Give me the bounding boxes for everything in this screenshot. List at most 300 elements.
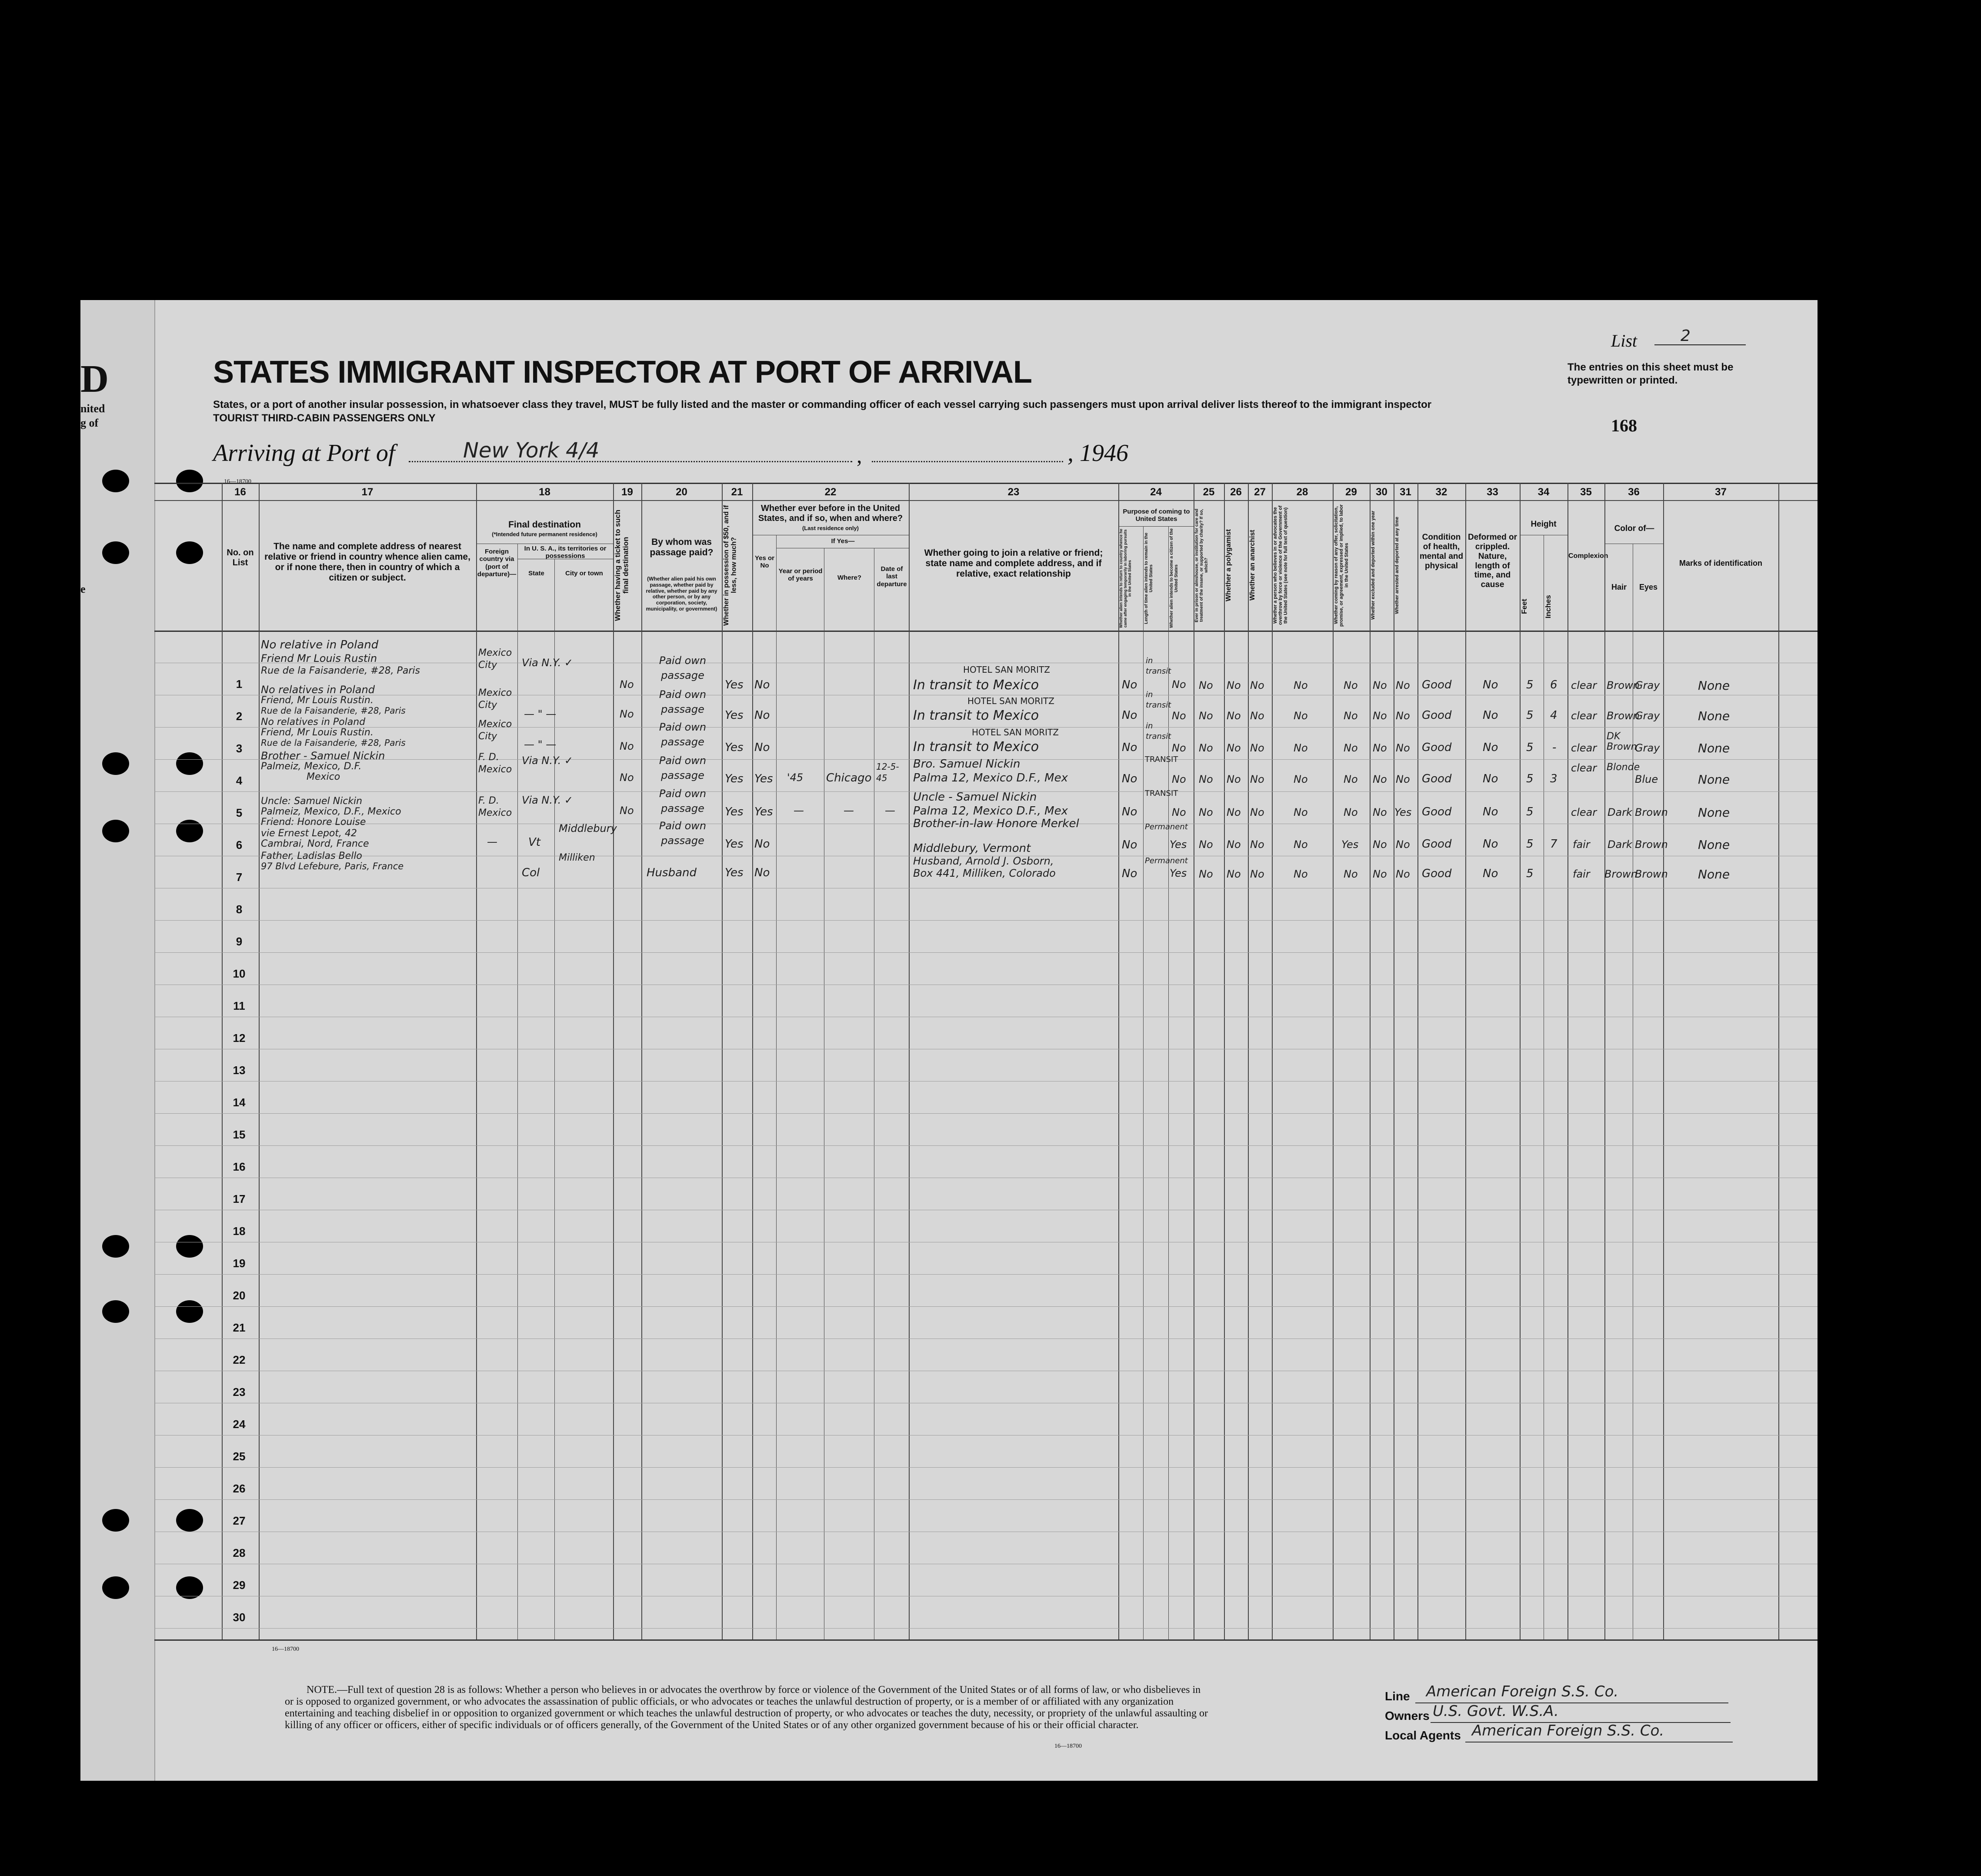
question-28-note: NOTE.—Full text of question 28 is as follows: Whether a person who believes in or advocates the overthrow by force or violence of the Government of the United States or of all forms of law, or who disbelieves in or is opposed to organized government, or who advocates the assassination of public officials, or who advocates or teaches the unlawful destruction of property, or is a member of or affiliated with any organization entertaining and teaching disbelief in or opposition to organized government or which teaches the unlawful destruction of property, or who advocates or teaches the duty, necessity, or propriety of the unlawful assaulting or killing of any officer or officers, either of specific individuals or of officers generally, of the Government of the United States or of any other organized government because of his or their official character. bbox=[285, 1684, 1208, 1731]
header-purpose-citizen: Whether alien intends to become a citizen of the United States bbox=[1169, 528, 1179, 628]
relative-line: Father, Ladislas Bello bbox=[261, 851, 362, 861]
hotel: HOTEL SAN MORITZ bbox=[963, 664, 1050, 675]
ever-before: No bbox=[754, 838, 770, 851]
owners-label: Owners bbox=[1385, 1709, 1430, 1722]
header-where: Where? bbox=[837, 574, 861, 581]
height-inches: 4 bbox=[1550, 709, 1557, 722]
header-deformed: Deformed or crippled. Nature, length of time, and cause bbox=[1468, 533, 1517, 590]
row-number: 5 bbox=[236, 806, 243, 819]
complexion: clear bbox=[1571, 806, 1597, 818]
ever-before: No bbox=[754, 709, 770, 722]
q25: No bbox=[1199, 806, 1213, 818]
health: Good bbox=[1422, 838, 1452, 851]
header-city: City or town bbox=[565, 570, 603, 577]
row-number: 16 bbox=[233, 1160, 246, 1173]
height-feet: 5 bbox=[1526, 741, 1534, 754]
column-number: 17 bbox=[361, 486, 374, 498]
ticket: No bbox=[620, 740, 634, 752]
going-to-join: Palma 12, Mexico D.F., Mex bbox=[913, 804, 1068, 818]
header-passage-paid-note: (Whether alien paid his own passage, whether paid by relative, whether paid by any other person, or by any corporation, society, municipality, or government) bbox=[646, 576, 717, 612]
arriving-label: Arriving at Port of bbox=[213, 440, 395, 467]
date-of-departure: 12-5-45 bbox=[876, 761, 899, 783]
row-number: 19 bbox=[233, 1257, 246, 1270]
purpose-return: No bbox=[1122, 709, 1137, 722]
relative-line: vie Ernest Lepot, 42 bbox=[261, 828, 357, 839]
header-offer-labor: Whether coming by reason of any offer, solicitation, promise, or agreement, expressed or implied, to labor in the United States bbox=[1334, 504, 1350, 627]
header-no-on-list: No. on List bbox=[227, 548, 254, 567]
purpose-return: No bbox=[1122, 741, 1137, 754]
header-final-destination: Final destination bbox=[508, 520, 581, 530]
ticket: No bbox=[620, 771, 634, 784]
header-yes-no: Yes or No bbox=[754, 554, 775, 570]
relative-line: Palmeiz, Mexico, D.F., Mexico bbox=[261, 806, 401, 817]
q27: No bbox=[1250, 679, 1264, 691]
purpose-return: No bbox=[1122, 838, 1137, 851]
ever-before: Yes bbox=[754, 772, 773, 785]
height-feet: 5 bbox=[1526, 709, 1534, 722]
deformed: No bbox=[1483, 838, 1498, 851]
row-number: 12 bbox=[233, 1031, 246, 1045]
column-number: 31 bbox=[1400, 486, 1411, 498]
q29: Yes bbox=[1341, 838, 1359, 851]
q30: No bbox=[1373, 710, 1387, 722]
year: '45 bbox=[787, 771, 804, 784]
header-height: Height bbox=[1531, 520, 1557, 529]
header-inches: Inches bbox=[1544, 595, 1552, 618]
header-ever-before-note: (Last residence only) bbox=[802, 525, 859, 531]
header-color: Color of— bbox=[1614, 524, 1654, 533]
header-purpose-length: Length of time alien intends to remain in the United States bbox=[1144, 533, 1154, 624]
ever-before: No bbox=[754, 866, 770, 879]
q26: No bbox=[1227, 742, 1241, 754]
relative-line: Friend: Honore Louise bbox=[261, 817, 366, 828]
list-label: List bbox=[1611, 331, 1637, 350]
edge-letter: D bbox=[80, 357, 109, 401]
usa-state: Via N.Y. ✓ bbox=[522, 794, 573, 806]
instructions: States, or a port of another insular possession, in whatsoever class they travel, MUST be fully listed and the master or commanding officer of each vessel carrying such passengers must upon arrival deliver lists thereof to the immigrant inspector bbox=[213, 399, 1432, 411]
q29: No bbox=[1344, 868, 1358, 880]
header-ever-before: Whether ever before in the United States, and if so, when and where? bbox=[758, 504, 903, 523]
q29: No bbox=[1344, 742, 1358, 754]
going-to-join: Box 441, Milliken, Colorado bbox=[913, 867, 1056, 879]
line-label: Line bbox=[1385, 1689, 1410, 1703]
column-number: 28 bbox=[1296, 486, 1308, 498]
relative-line: No relatives in Poland bbox=[261, 717, 366, 728]
deformed: No bbox=[1483, 709, 1498, 722]
height-feet: 5 bbox=[1526, 805, 1534, 818]
complexion: clear bbox=[1571, 742, 1597, 754]
relative-line: Friend Mr Louis Rustin bbox=[261, 652, 377, 664]
q27: No bbox=[1250, 806, 1264, 818]
purpose-return: No bbox=[1122, 678, 1137, 691]
complexion: clear bbox=[1571, 710, 1597, 722]
q28: No bbox=[1294, 710, 1308, 722]
q28: No bbox=[1294, 742, 1308, 754]
ticket: No bbox=[620, 678, 634, 691]
foreign-country: — bbox=[487, 836, 497, 848]
ticket: No bbox=[620, 804, 634, 817]
header-excluded: Whether excluded and deported within one year bbox=[1371, 511, 1376, 620]
complexion: fair bbox=[1573, 838, 1590, 851]
header-complexion: Complexion bbox=[1568, 552, 1608, 560]
column-number: 20 bbox=[676, 486, 687, 498]
passage-paid: Paid own passage bbox=[659, 820, 707, 847]
row-number: 13 bbox=[233, 1064, 246, 1077]
column-number: 25 bbox=[1203, 486, 1215, 498]
purpose-citizen: No bbox=[1172, 678, 1186, 691]
column-number: 16 bbox=[234, 486, 246, 498]
going-to-join-name: Bro. Samuel Nickin bbox=[913, 758, 1021, 771]
usa-state: Col bbox=[522, 866, 540, 879]
header-foreign-country: Foreign country via (port of departure)— bbox=[477, 548, 517, 578]
height-feet: 5 bbox=[1526, 678, 1534, 691]
local-agents-value: American Foreign S.S. Co. bbox=[1472, 1722, 1664, 1739]
height-feet: 5 bbox=[1526, 772, 1534, 785]
marks: None bbox=[1698, 805, 1730, 820]
money: Yes bbox=[725, 838, 744, 851]
q29: No bbox=[1344, 773, 1358, 785]
q26: No bbox=[1227, 773, 1241, 785]
header-prison: Ever in prison or almshouse, or institution for care and treatment of the insane, or supported by charity? If so, which? bbox=[1194, 508, 1209, 622]
foreign-country: Mexico City bbox=[478, 648, 512, 671]
deformed: No bbox=[1483, 678, 1498, 691]
eye-color: Brown bbox=[1635, 868, 1668, 880]
relative-line: Mexico bbox=[307, 771, 340, 782]
hair-color: Dark bbox=[1607, 806, 1632, 818]
relative-line: Uncle: Samuel Nickin bbox=[261, 796, 363, 807]
hotel: HOTEL SAN MORITZ bbox=[972, 727, 1059, 738]
money: Yes bbox=[725, 772, 744, 785]
q25: No bbox=[1199, 710, 1213, 722]
purpose-length: in transit bbox=[1146, 721, 1171, 741]
row-number: 21 bbox=[233, 1321, 246, 1334]
ever-before: Yes bbox=[754, 805, 773, 818]
hotel: HOTEL SAN MORITZ bbox=[967, 696, 1054, 706]
going-to-join-name: Uncle - Samuel Nickin bbox=[913, 791, 1037, 804]
q25: No bbox=[1199, 773, 1213, 785]
q31: No bbox=[1396, 773, 1410, 785]
row-number: 11 bbox=[233, 999, 245, 1012]
health: Good bbox=[1422, 709, 1452, 722]
arriving-year: , 1946 bbox=[1067, 440, 1128, 467]
q27: No bbox=[1250, 773, 1264, 785]
going-to-join: Palma 12, Mexico D.F., Mex bbox=[913, 771, 1068, 784]
passage-paid: Husband bbox=[647, 866, 697, 879]
purpose-citizen: No bbox=[1172, 710, 1186, 722]
owners-value: U.S. Govt. W.S.A. bbox=[1433, 1702, 1559, 1720]
q30: No bbox=[1373, 742, 1387, 754]
row-number: 28 bbox=[233, 1546, 246, 1559]
header-if-yes: If Yes— bbox=[831, 537, 855, 545]
q31: Yes bbox=[1394, 806, 1412, 818]
row-number: 2 bbox=[236, 710, 243, 723]
money: Yes bbox=[725, 678, 744, 691]
q26: No bbox=[1227, 679, 1241, 691]
q31: No bbox=[1396, 838, 1410, 851]
q31: No bbox=[1396, 679, 1410, 691]
arriving-port-value: New York 4/4 bbox=[463, 438, 600, 463]
header-overthrow: Whether a person who believes in or advocates the overthrow by force or violence of the Government of the United States (see note for full text of question) bbox=[1273, 505, 1289, 625]
q30: No bbox=[1373, 868, 1387, 880]
purpose-return: No bbox=[1122, 867, 1137, 880]
header-purpose: Purpose of coming to United States bbox=[1123, 508, 1190, 523]
column-number: 21 bbox=[731, 486, 743, 498]
passage-paid: Paid own passage bbox=[659, 688, 707, 715]
purpose-length: in transit bbox=[1146, 690, 1171, 710]
header-year: Year or period of years bbox=[778, 567, 823, 583]
relative-line: Rue de la Faisanderie, #28, Paris bbox=[261, 738, 406, 748]
hair-color: Blonde bbox=[1607, 762, 1640, 773]
hair-color: Dark bbox=[1607, 838, 1632, 851]
ever-before: No bbox=[754, 741, 770, 754]
row-number: 29 bbox=[233, 1579, 246, 1592]
going-to-join: In transit to Mexico bbox=[913, 739, 1039, 754]
edge-fragment: e bbox=[80, 583, 86, 595]
q26: No bbox=[1227, 806, 1241, 818]
eye-color: Gray bbox=[1635, 742, 1660, 754]
marks: None bbox=[1698, 867, 1730, 881]
row-number: 17 bbox=[233, 1192, 246, 1205]
local-agents-label: Local Agents bbox=[1385, 1729, 1461, 1742]
q31: No bbox=[1396, 742, 1410, 754]
hair-color: Brown bbox=[1607, 679, 1640, 691]
row-number: 23 bbox=[233, 1385, 246, 1399]
foreign-country: F. D. Mexico bbox=[478, 795, 512, 818]
row-number: 7 bbox=[236, 871, 243, 884]
header-eyes: Eyes bbox=[1639, 583, 1658, 591]
header-marks: Marks of identification bbox=[1679, 559, 1763, 567]
purpose-length: Permanent bbox=[1145, 856, 1188, 865]
manifest-sheet: D nited g of e List 2 The entries on this sheet must be typewritten or printed. 168 STATES IMMIGRANT INSPECTOR AT PORT OF ARRIVAL States, or a port of another insular possession, in whatsoever class they travel, MUST be fully listed and the master or commanding officer of each vessel carrying such passengers must upon arrival deliver lists thereof to the immigrant inspector TOURIST THIRD-CABIN PASSENGERS ONLY Arriving at Port of New York 4/4 , , 1946 16—18700 16 17 18 19 20 21 22 23 24 25 26 27 28 29 30 31 32 33 34 35 36 37 No. on List The name and complete address of nearest relative or friend in country whence alien came, or if none there, then in country of which a citizen or subject. Final destination (*Intended future permanent residence) Foreign country via (port of departure)— In U. S. A., its territories or possessions State City or town Whether having a ticket to such final destination By whom was passage paid? (Whether alien paid his own passage, whether paid by relative, whether paid by any other person, or by any corporation, society, municipality, or government) Whether in possession of $50, and if less, how much? Whether ever before in the United States, and if so, when and where? (Last residence only) Yes or No If Yes— Year or period of years Where? Date of last departure Whether going to join a relative or friend; state name and complete address, and if relative, exact relationship Purpose of coming to United States Whether alien intends to return to country whence he came after engaging temporarily in laboring pursuits in the United States Length of time alien intends to remain in the United States Whether alien intends to become a citizen of the United States Ever in prison or almshouse, or institution for care and treatment of the insane, or supported by charity? If so, which? Whether a polygamist Whether an anarchist Whether a person who believes in or advocates the overthrow by force or violence of the Government of the United States (see note for full text of question) Whether coming by reason of any offer, solicitation, promise, or agreement, expressed or implied, to labor in the United States Whether excluded and deported within one year Whether arrested and deported at any time Condition of health, mental and physical Deformed or crippled. Nature, length of time, and cause Height Feet Inches Complexion Color of— Hair Eyes Marks of identification 1 2 3 4 5 6 7 8 9 10 11 12 13 14 15 16 17 18 19 20 21 22 23 24 25 26 27 28 29 30 No relative in Poland Friend Mr Louis Rustin Rue de la Faisanderie, #28, Paris Mexico City Via N.Y. ✓ No Paid own passage Yes No HOTEL SAN MORITZ In transit to Mexico No in transit No No No No No No No No Good No 5 6 clear Brown Gray None No relatives in Poland Friend, Mr Louis Rustin. Rue de la Faisanderie, #28, Paris Mexico City — " — No Paid own passage Yes No HOTEL SAN MORITZ In transit to Mexico No in transit No No No No No No No No Good No 5 4 clear Brown Gray None No relatives in Poland Friend, Mr Louis Rustin. Rue de la Faisanderie, #28, Paris Mexico City — " — No Paid own passage Yes No HOTEL SAN MORITZ In transit to Mexico No in transit No No No No No No No No Good No 5 - clear DK Brown Gray None Brother - Samuel Nickin Palmeiz, Mexico, D.F. Mexico F. D. Mexico Via N.Y. ✓ No Paid own passage Yes Yes '45 Chicago 12-5-45 Bro. Samuel Nickin Palma 12, Mexico D.F., Mex No TRANSIT No No No No No No No No Good No 5 3 clear Blonde Blue None Uncle: Samuel Nickin Palmeiz, Mexico, D.F., Mexico F. D. Mexico Via N.Y. ✓ No Paid own passage Yes Yes — — — Uncle - Samuel Nickin Palma 12, Mexico D.F., Mex No TRANSIT No No No No No No No Yes Good No 5 clear Dark Brown None Friend: Honore Louise vie Ernest Lepot, 42 Cambrai, Nord, France — Vt Middlebury Paid own passage Yes No Brother-in-law Honore Merkel Middlebury, Vermont No Permanent Yes No No No No Yes No No Good No 5 7 fair Dark Brown None Father, Ladislas Bello 97 Blvd Lefebure, Paris, France Col Milliken Husband Yes No Husband, Arnold J. Osborn, Box 441, Milliken, Colorado No Permanent Yes No No No No No No No Good No 5 fair Brown Brown None 16—18700 NOTE.—Full text of question 28 is as follows: Whether a person who believes in or advocates the overthrow by force or violence of the Government of the United States or of all forms of law, or who disbelieves in or is opposed to organized government, or who advocates the assassination of public officials, or who advocates or teaches the unlawful destruction of property, or is a member of or affiliated with any organization entertaining and teaching disbelief in or opposition to organized government or which teaches the unlawful destruction of property, or who advocates or teaches the duty, necessity, or propriety of the unlawful assaulting or killing of any officer or officers, either of specific individuals or of officers generally, of the Government of the United States or of any other organized government because of his or their official character. 16—18700 Line American Foreign S.S. Co. Owners U.S. Govt. W.S.A. Local Agents American Foreign S.S. Co. bbox=[80, 300, 1818, 1781]
usa-state: Vt bbox=[528, 836, 540, 849]
relative-line: 97 Blvd Lefebure, Paris, France bbox=[261, 861, 404, 871]
purpose-length: Permanent bbox=[1145, 822, 1188, 831]
complexion: clear bbox=[1571, 762, 1597, 774]
column-number: 24 bbox=[1150, 486, 1162, 498]
row-number: 20 bbox=[233, 1289, 246, 1302]
header-in-usa: In U. S. A., its territories or possessions bbox=[524, 545, 607, 560]
row-number: 25 bbox=[233, 1450, 246, 1463]
column-number: 27 bbox=[1254, 486, 1266, 498]
row-number: 6 bbox=[236, 838, 243, 851]
date-of-departure: — bbox=[885, 804, 895, 817]
marks: None bbox=[1698, 741, 1730, 755]
purpose-return: No bbox=[1122, 772, 1137, 785]
column-number: 23 bbox=[1007, 486, 1020, 498]
purpose-length: in transit bbox=[1146, 656, 1171, 676]
money: Yes bbox=[725, 805, 744, 818]
row-number: 10 bbox=[233, 967, 246, 980]
header-anarchist: Whether an anarchist bbox=[1249, 530, 1256, 601]
where: — bbox=[844, 804, 854, 817]
column-number: 37 bbox=[1715, 486, 1727, 498]
height-feet: 5 bbox=[1526, 867, 1534, 880]
q25: No bbox=[1199, 868, 1213, 880]
column-number: 34 bbox=[1537, 486, 1550, 498]
page-title: STATES IMMIGRANT INSPECTOR AT PORT OF ARRIVAL bbox=[213, 355, 1032, 390]
purpose-return: No bbox=[1122, 805, 1137, 818]
column-number: 18 bbox=[539, 486, 550, 498]
q25: No bbox=[1199, 742, 1213, 754]
hair-color: DK Brown bbox=[1607, 731, 1637, 752]
purpose-citizen: No bbox=[1172, 742, 1186, 754]
q29: No bbox=[1344, 679, 1358, 691]
marks: None bbox=[1698, 772, 1730, 787]
relative-line: Rue de la Faisanderie, #28, Paris bbox=[261, 665, 420, 676]
passage-paid: Paid own passage bbox=[659, 721, 707, 748]
complexion: fair bbox=[1573, 868, 1590, 880]
header-ticket: Whether having a ticket to such final destination bbox=[614, 510, 630, 621]
column-number: 32 bbox=[1435, 486, 1447, 498]
going-to-join: Middlebury, Vermont bbox=[913, 842, 1031, 855]
header-polygamist: Whether a polygamist bbox=[1225, 529, 1232, 602]
q26: No bbox=[1227, 710, 1241, 722]
marks: None bbox=[1698, 678, 1730, 693]
column-number: 33 bbox=[1487, 486, 1498, 498]
health: Good bbox=[1422, 772, 1452, 785]
q28: No bbox=[1294, 868, 1308, 880]
ever-before: No bbox=[754, 678, 770, 691]
purpose-citizen: Yes bbox=[1170, 838, 1187, 851]
passage-paid: Paid own passage bbox=[659, 788, 707, 814]
relative-line: Rue de la Faisanderie, #28, Paris bbox=[261, 705, 406, 716]
column-number: 35 bbox=[1580, 486, 1592, 498]
health: Good bbox=[1422, 678, 1452, 691]
deformed: No bbox=[1483, 741, 1498, 754]
header-purpose-return: Whether alien intends to return to country whence he came after engaging temporarily in laboring pursuits in the United States bbox=[1119, 528, 1132, 628]
height-inches: 3 bbox=[1550, 772, 1557, 785]
eye-color: Blue bbox=[1635, 773, 1658, 785]
money: Yes bbox=[725, 866, 744, 879]
deformed: No bbox=[1483, 772, 1498, 785]
header-date: Date of last departure bbox=[877, 565, 907, 588]
row-number: 1 bbox=[236, 678, 243, 691]
q28: No bbox=[1294, 773, 1308, 785]
q30: No bbox=[1373, 806, 1387, 818]
row-number: 26 bbox=[233, 1482, 246, 1495]
form-code: 16—18700 bbox=[272, 1646, 299, 1652]
column-number: 26 bbox=[1230, 486, 1242, 498]
year: — bbox=[794, 804, 804, 817]
relative-line: No relatives in Poland bbox=[261, 684, 375, 696]
header-fifty-dollars: Whether in possession of $50, and if less, how much? bbox=[723, 505, 738, 626]
arriving-date-line bbox=[872, 461, 1063, 462]
manifest-table bbox=[80, 483, 1818, 1657]
eye-color: Brown bbox=[1635, 838, 1668, 851]
usa-state: — " — bbox=[524, 738, 557, 751]
q30: No bbox=[1373, 679, 1387, 691]
column-number: 22 bbox=[824, 486, 837, 498]
q27: No bbox=[1250, 868, 1264, 880]
money: Yes bbox=[725, 741, 744, 754]
passage-paid: Paid own passage bbox=[659, 654, 707, 681]
edge-fragment: nited bbox=[80, 402, 105, 415]
q29: No bbox=[1344, 806, 1358, 818]
q26: No bbox=[1227, 868, 1241, 880]
foreign-country: F. D. Mexico bbox=[478, 752, 512, 775]
eye-color: Brown bbox=[1635, 806, 1668, 818]
going-to-join: In transit to Mexico bbox=[913, 678, 1039, 693]
usa-state: Via N.Y. ✓ bbox=[522, 754, 573, 767]
column-number: 30 bbox=[1376, 486, 1387, 498]
header-hair: Hair bbox=[1611, 583, 1627, 591]
usa-state: Via N.Y. ✓ bbox=[522, 657, 573, 669]
q31: No bbox=[1396, 710, 1410, 722]
typed-note: The entries on this sheet must be typewritten or printed. bbox=[1567, 361, 1734, 386]
usa-state: — " — bbox=[524, 708, 557, 720]
complexion: clear bbox=[1571, 679, 1597, 691]
height-feet: 5 bbox=[1526, 838, 1534, 851]
height-inches: 7 bbox=[1550, 838, 1557, 851]
going-to-join: In transit to Mexico bbox=[913, 708, 1039, 723]
relative-line: No relative in Poland bbox=[261, 638, 379, 651]
row-number: 14 bbox=[233, 1096, 246, 1109]
q27: No bbox=[1250, 742, 1264, 754]
row-number: 30 bbox=[233, 1611, 246, 1624]
q28: No bbox=[1294, 838, 1308, 851]
purpose-citizen: Yes bbox=[1170, 867, 1187, 879]
height-inches: 6 bbox=[1550, 678, 1557, 691]
relative-line: Palmeiz, Mexico, D.F. bbox=[261, 761, 362, 772]
header-feet: Feet bbox=[1520, 599, 1528, 614]
list-number: 2 bbox=[1681, 327, 1691, 345]
edge-fragment: g of bbox=[80, 417, 99, 429]
height-inches: - bbox=[1552, 741, 1557, 754]
column-number: 19 bbox=[621, 486, 633, 498]
form-code: 16—18700 bbox=[224, 478, 251, 485]
going-to-join-name: Husband, Arnold J. Osborn, bbox=[913, 855, 1054, 867]
purpose-citizen: No bbox=[1172, 773, 1186, 785]
q28: No bbox=[1294, 679, 1308, 691]
q30: No bbox=[1373, 838, 1387, 851]
list-line bbox=[1654, 344, 1746, 345]
q25: No bbox=[1199, 679, 1213, 691]
q25: No bbox=[1199, 838, 1213, 851]
row-number: 22 bbox=[233, 1353, 246, 1366]
relative-line: Friend, Mr Louis Rustin. bbox=[261, 695, 374, 706]
row-number: 15 bbox=[233, 1128, 246, 1141]
health: Good bbox=[1422, 867, 1452, 880]
passage-paid: Paid own passage bbox=[659, 754, 707, 781]
relative-line: Friend, Mr Louis Rustin. bbox=[261, 727, 374, 738]
money: Yes bbox=[725, 709, 744, 722]
column-number: 36 bbox=[1628, 486, 1640, 498]
marks: None bbox=[1698, 838, 1730, 852]
column-number: 29 bbox=[1345, 486, 1357, 498]
hair-color: Brown bbox=[1607, 710, 1640, 722]
purpose-length: TRANSIT bbox=[1145, 755, 1178, 764]
row-number: 27 bbox=[233, 1514, 246, 1527]
q28: No bbox=[1294, 806, 1308, 818]
purpose-length: TRANSIT bbox=[1145, 789, 1178, 798]
q29: No bbox=[1344, 710, 1358, 722]
eye-color: Gray bbox=[1635, 679, 1660, 691]
usa-city: Milliken bbox=[559, 852, 595, 863]
row-number: 9 bbox=[236, 935, 243, 948]
header-arrested: Whether arrested and deported at any time bbox=[1394, 517, 1400, 614]
deformed: No bbox=[1483, 805, 1498, 818]
going-to-join-name: Brother-in-law Honore Merkel bbox=[913, 817, 1079, 830]
health: Good bbox=[1422, 741, 1452, 754]
form-code: 16—18700 bbox=[1054, 1743, 1082, 1749]
q27: No bbox=[1250, 838, 1264, 851]
relative-line: Cambrai, Nord, France bbox=[261, 838, 369, 849]
row-number: 8 bbox=[236, 903, 243, 916]
hair-color: Brown bbox=[1604, 868, 1637, 880]
foreign-country: Mexico City bbox=[478, 688, 512, 711]
usa-city: Middlebury bbox=[559, 822, 617, 835]
header-final-destination-note: (*Intended future permanent residence) bbox=[492, 531, 597, 537]
